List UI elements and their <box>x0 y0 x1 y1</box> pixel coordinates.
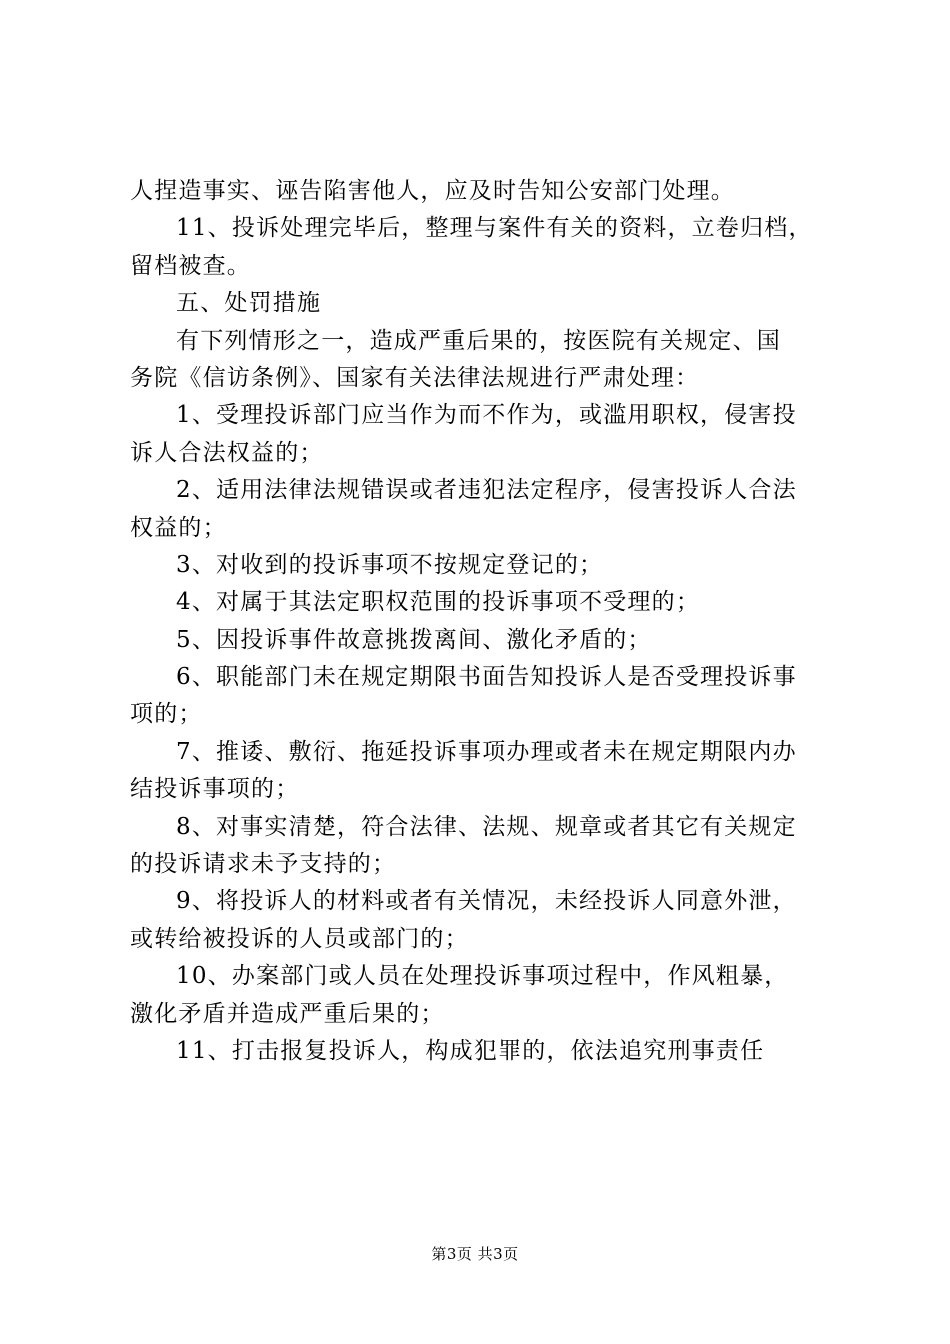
text-line-22: 10、办案部门或人员在处理投诉事项过程中，作风粗暴， <box>176 963 789 990</box>
text-line-8: 诉人合法权益的； <box>130 439 324 466</box>
text-line-9: 2、适用法律法规错误或者违犯法定程序，侵害投诉人合法 <box>176 477 797 504</box>
text-line-6: 务院《信访条例》、国家有关法律法规进行严肃处理： <box>130 364 700 391</box>
text-line-5: 有下列情形之一，造成严重后果的，按医院有关规定、国 <box>176 327 781 354</box>
text-line-2: 11、投诉处理完毕后，整理与案件有关的资料，立卷归档， <box>176 215 813 242</box>
text-line-3: 留档被查。 <box>130 252 251 279</box>
page-number-label: 第3页 共3页 <box>431 1245 519 1263</box>
document-body <box>130 173 830 1070</box>
text-line-18: 8、对事实清楚，符合法律、法规、规章或者其它有关规定 <box>176 813 797 840</box>
text-line-7: 1、受理投诉部门应当作为而不作为，或滥用职权，侵害投 <box>176 402 797 429</box>
text-line-23: 激化矛盾并造成严重后果的； <box>130 1000 445 1027</box>
text-line-12: 4、对属于其法定职权范围的投诉事项不受理的； <box>176 589 701 616</box>
text-line-17: 结投诉事项的； <box>130 776 300 803</box>
text-line-16: 7、推诿、敷衍、拖延投诉事项办理或者未在规定期限内办 <box>176 738 797 765</box>
section-heading-penalties: 五、处罚措施 <box>176 290 322 317</box>
text-line-11: 3、对收到的投诉事项不按规定登记的； <box>176 551 604 578</box>
text-line-20: 9、将投诉人的材料或者有关情况，未经投诉人同意外泄， <box>176 888 797 915</box>
text-line-14: 6、职能部门未在规定期限书面告知投诉人是否受理投诉事 <box>176 664 797 691</box>
text-line-15: 项的； <box>130 701 203 728</box>
text-line-1: 人捏造事实、诬告陷害他人，应及时告知公安部门处理。 <box>130 178 735 204</box>
text-line-10: 权益的； <box>130 514 227 541</box>
text-line-24: 11、打击报复投诉人，构成犯罪的，依法追究刑事责任 <box>176 1037 765 1064</box>
text-line-19: 的投诉请求未予支持的； <box>130 851 397 878</box>
text-line-13: 5、因投诉事件故意挑拨离间、激化矛盾的； <box>176 626 652 653</box>
page-footer <box>0 1244 950 1264</box>
text-line-21: 或转给被投诉的人员或部门的； <box>130 925 469 952</box>
